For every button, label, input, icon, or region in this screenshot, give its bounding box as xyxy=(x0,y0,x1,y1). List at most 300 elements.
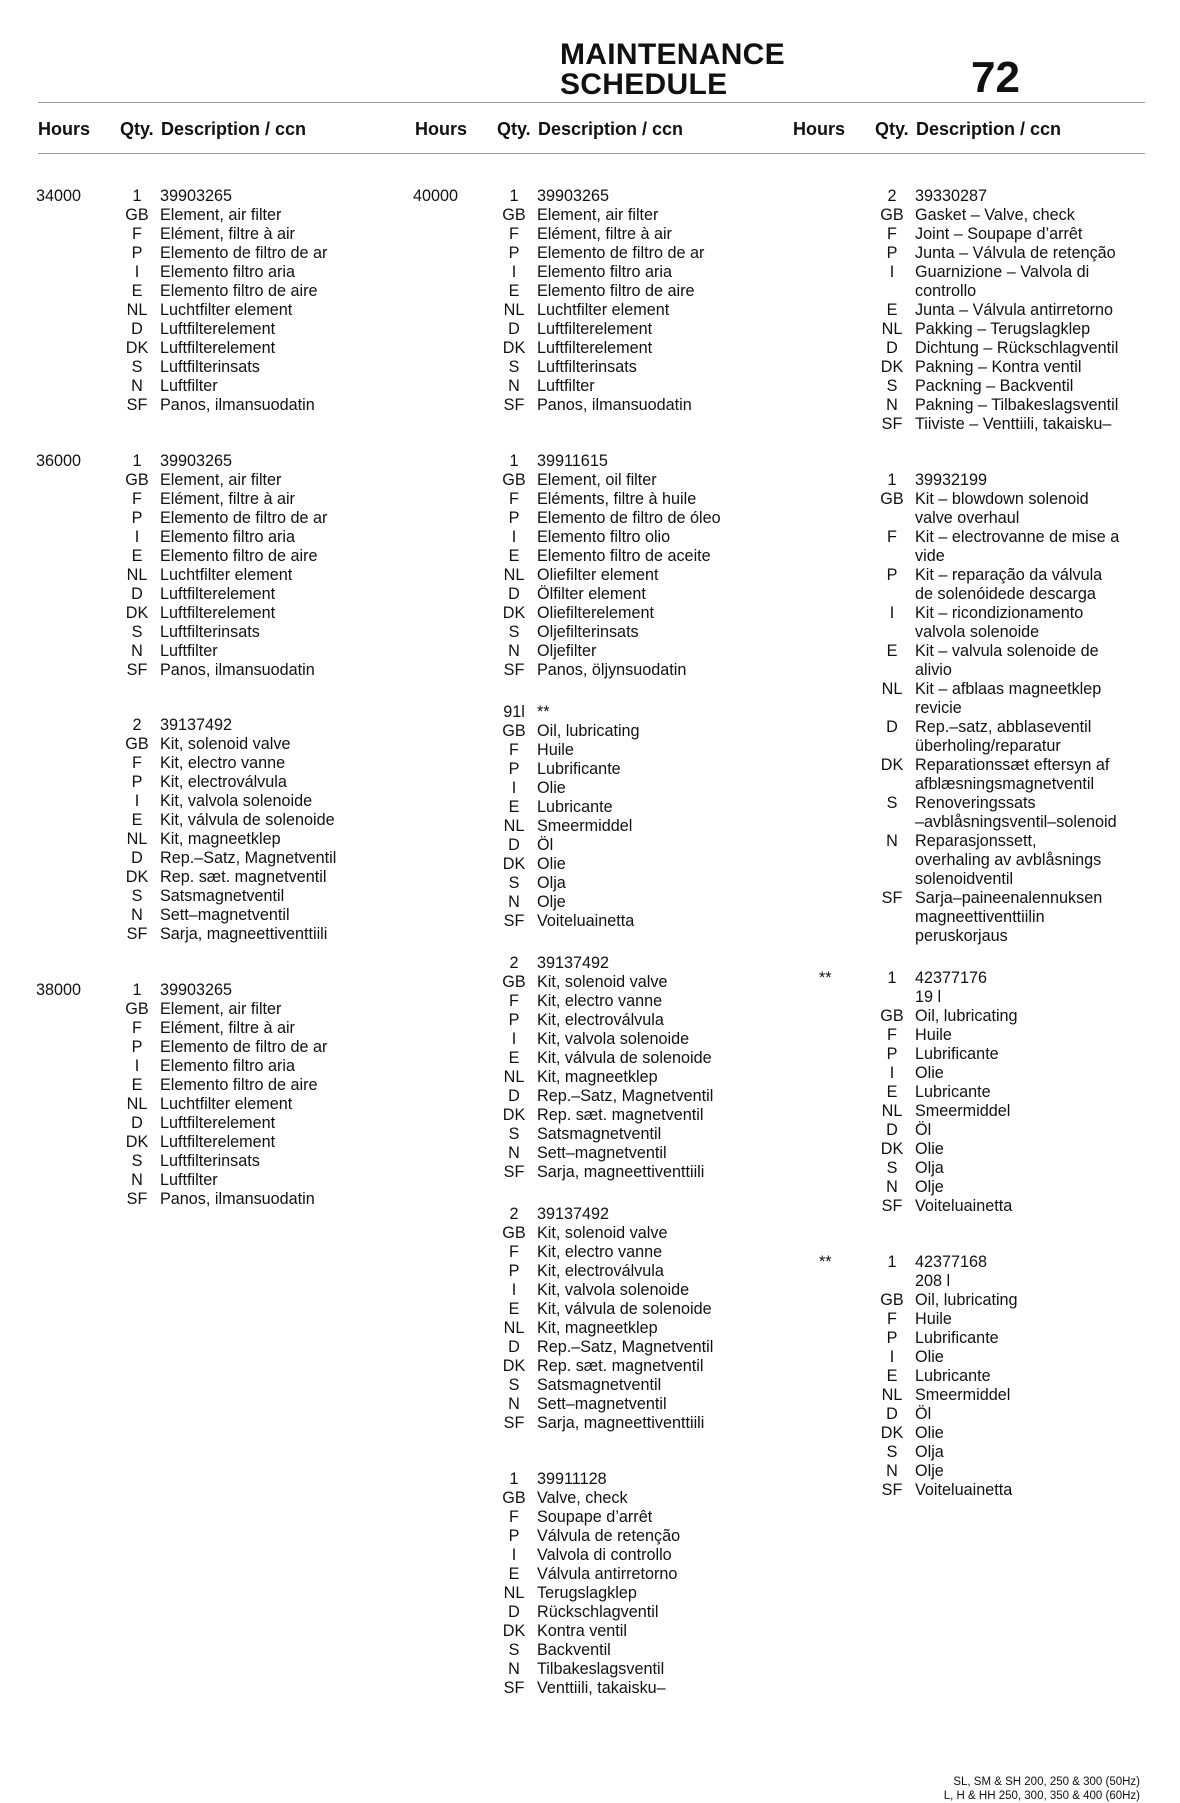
note-marker: ** xyxy=(819,969,832,987)
volume-value: 208 l xyxy=(915,1272,951,1290)
description-line xyxy=(869,225,1119,244)
description-text: Valve, check xyxy=(537,1489,628,1507)
description-line xyxy=(114,263,336,282)
language-code: N xyxy=(886,396,898,414)
language-code: E xyxy=(131,282,143,300)
description-text: Elemento de filtro de ar xyxy=(160,1038,328,1056)
language-code: GB xyxy=(880,490,904,508)
language-code xyxy=(869,585,915,604)
description-text: Öl xyxy=(537,836,554,854)
language-code: GB xyxy=(880,1007,904,1025)
language-code: N xyxy=(131,377,143,395)
description-line xyxy=(491,1641,721,1660)
description-line xyxy=(114,1190,336,1209)
language-code: SF xyxy=(126,1190,148,1208)
schedule-entry xyxy=(491,1205,721,1433)
description-text: Oliefilter element xyxy=(537,566,659,584)
description-text: Luftfilterelement xyxy=(160,1133,276,1151)
description-line xyxy=(491,874,721,893)
language-code: DK xyxy=(880,1140,904,1158)
description-line xyxy=(869,642,1119,661)
description-line xyxy=(491,339,721,358)
description-text: Satsmagnetventil xyxy=(537,1125,662,1143)
description-text: Element, air filter xyxy=(160,471,282,489)
description-line xyxy=(491,282,721,301)
description-line xyxy=(491,661,721,680)
language-code: P xyxy=(131,244,143,262)
language-code: P xyxy=(508,760,520,778)
language-code: D xyxy=(508,320,520,338)
language-code: DK xyxy=(880,756,904,774)
hours-value: 34000 xyxy=(36,187,82,205)
description-text: Kit – electrovanne de mise a xyxy=(915,528,1120,546)
language-code: F xyxy=(887,528,897,546)
part-number: ** xyxy=(537,703,550,721)
description-line xyxy=(869,547,1119,566)
language-code: D xyxy=(508,836,520,854)
language-code: I xyxy=(511,1281,517,1299)
description-line xyxy=(114,585,336,604)
language-code: E xyxy=(508,1049,520,1067)
description-text: Lubricante xyxy=(915,1083,991,1101)
language-code: I xyxy=(511,528,517,546)
column-3 xyxy=(819,187,1120,1500)
description-text: Sarja, magneettiventtiili xyxy=(537,1414,705,1432)
description-text: Olie xyxy=(915,1424,944,1442)
description-line xyxy=(869,604,1119,623)
description-text: Kit, solenoid valve xyxy=(537,973,668,991)
description-text: Element, air filter xyxy=(160,206,282,224)
description-line xyxy=(114,206,336,225)
description-line xyxy=(491,1224,721,1243)
description-text: alivio xyxy=(915,661,952,679)
language-code xyxy=(869,623,915,642)
description-text: Elemento filtro aria xyxy=(537,263,672,281)
description-text: Oljefilter xyxy=(537,642,597,660)
language-code: S xyxy=(886,794,898,812)
description-text: Valvola di controllo xyxy=(537,1546,672,1564)
description-text: Kit, magneetklep xyxy=(160,830,281,848)
description-line xyxy=(869,566,1119,585)
language-code: GB xyxy=(502,1489,526,1507)
part-number: 39137492 xyxy=(537,954,610,972)
description-text: –avblåsningsventil–solenoid xyxy=(915,813,1117,831)
description-text: Sarja, magneettiventtiili xyxy=(160,925,328,943)
description-line xyxy=(491,1376,721,1395)
description-text: Panos, ilmansuodatin xyxy=(160,396,315,414)
language-code: DK xyxy=(502,1622,526,1640)
description-text: Kit, valvola solenoide xyxy=(537,1030,690,1048)
description-line xyxy=(491,1489,721,1508)
description-line xyxy=(491,585,721,604)
description-text: Luchtfilter element xyxy=(160,1095,293,1113)
language-code: GB xyxy=(880,206,904,224)
description-line xyxy=(114,1076,336,1095)
language-code: F xyxy=(509,992,519,1010)
language-code: F xyxy=(509,490,519,508)
description-line xyxy=(491,396,721,415)
language-code: SF xyxy=(503,1679,525,1697)
language-code: GB xyxy=(125,206,149,224)
description-line xyxy=(114,735,336,754)
description-line xyxy=(491,320,721,339)
language-code: SF xyxy=(503,912,525,930)
language-code: E xyxy=(508,798,520,816)
hours-value: 38000 xyxy=(36,981,82,999)
language-code: DK xyxy=(125,868,149,886)
description-text: Luftfilterelement xyxy=(537,339,653,357)
description-line xyxy=(491,604,721,623)
language-code xyxy=(869,927,915,946)
description-line xyxy=(869,927,1119,946)
description-text: Panos, ilmansuodatin xyxy=(160,661,315,679)
description-line xyxy=(869,1291,1119,1310)
description-line xyxy=(869,206,1119,225)
description-text: Kit, magneetklep xyxy=(537,1068,658,1086)
description-line xyxy=(869,775,1119,794)
description-line xyxy=(869,699,1119,718)
description-line xyxy=(491,225,721,244)
description-text: Olie xyxy=(537,855,566,873)
description-text: Olie xyxy=(915,1140,944,1158)
part-number: 39330287 xyxy=(915,187,988,205)
description-text: valvola solenoide xyxy=(915,623,1040,641)
description-text: Backventil xyxy=(537,1641,611,1659)
description-line xyxy=(869,1405,1119,1424)
description-line xyxy=(114,661,336,680)
language-code xyxy=(869,775,915,794)
entry-header xyxy=(114,452,336,471)
description-line xyxy=(114,1114,336,1133)
description-line xyxy=(869,1424,1119,1443)
schedule-entry xyxy=(869,187,1119,434)
description-line xyxy=(114,1000,336,1019)
description-line xyxy=(869,756,1119,775)
language-code: D xyxy=(886,1405,898,1423)
description-line xyxy=(869,870,1119,889)
language-code: N xyxy=(131,906,143,924)
description-line xyxy=(869,358,1119,377)
description-line xyxy=(869,528,1119,547)
description-line xyxy=(114,377,336,396)
description-line xyxy=(114,849,336,868)
language-code: NL xyxy=(881,1386,903,1404)
description-line xyxy=(491,1603,721,1622)
description-text: Luftfilterelement xyxy=(160,1114,276,1132)
language-code: SF xyxy=(503,1414,525,1432)
language-code: D xyxy=(508,1087,520,1105)
language-code: DK xyxy=(125,1133,149,1151)
language-code: P xyxy=(131,1038,143,1056)
description-line xyxy=(491,973,721,992)
language-code: S xyxy=(886,1159,898,1177)
description-line xyxy=(869,1121,1119,1140)
entry-header xyxy=(869,471,1119,490)
schedule-entry xyxy=(491,1470,721,1698)
description-line xyxy=(491,1030,721,1049)
description-line xyxy=(491,301,721,320)
description-line xyxy=(869,263,1119,282)
description-line xyxy=(491,779,721,798)
description-text: Kit – blowdown solenoid xyxy=(915,490,1089,508)
language-code: SF xyxy=(126,396,148,414)
description-text: Packning – Backventil xyxy=(915,377,1074,395)
description-line xyxy=(114,396,336,415)
description-line xyxy=(114,320,336,339)
language-code: F xyxy=(887,225,897,243)
volume-line xyxy=(869,1272,1119,1291)
language-code: N xyxy=(131,1171,143,1189)
language-code: I xyxy=(134,1057,140,1075)
language-code: I xyxy=(889,1348,895,1366)
description-text: Luchtfilter element xyxy=(160,566,293,584)
description-text: Luftfilterinsats xyxy=(160,358,260,376)
description-line xyxy=(491,1660,721,1679)
top-rule xyxy=(38,102,1145,103)
description-line xyxy=(491,244,721,263)
language-code: I xyxy=(511,779,517,797)
language-code: F xyxy=(132,754,142,772)
description-line xyxy=(491,760,721,779)
description-text: controllo xyxy=(915,282,977,300)
language-code: I xyxy=(134,792,140,810)
description-text: Olie xyxy=(915,1348,944,1366)
language-code: NL xyxy=(503,301,525,319)
description-text: Voiteluainetta xyxy=(915,1481,1013,1499)
description-text: Kit, solenoid valve xyxy=(160,735,291,753)
description-text: Panos, ilmansuodatin xyxy=(160,1190,315,1208)
description-line xyxy=(491,263,721,282)
description-text: Kit, magneetklep xyxy=(537,1319,658,1337)
language-code: NL xyxy=(881,680,903,698)
language-code: I xyxy=(511,1546,517,1564)
language-code: E xyxy=(131,1076,143,1094)
description-line xyxy=(491,206,721,225)
description-line xyxy=(869,339,1119,358)
language-code: F xyxy=(132,490,142,508)
language-code: D xyxy=(131,585,143,603)
language-code: N xyxy=(508,1660,520,1678)
language-code: P xyxy=(508,1262,520,1280)
language-code: D xyxy=(886,339,898,357)
description-line xyxy=(114,1133,336,1152)
description-text: solenoidventil xyxy=(915,870,1014,888)
col2-desc-header: Description / ccn xyxy=(538,119,684,139)
description-text: Lubrificante xyxy=(915,1045,999,1063)
description-line xyxy=(114,547,336,566)
language-code: P xyxy=(131,509,143,527)
quantity-value: 2 xyxy=(509,1205,519,1223)
description-text: Terugslagklep xyxy=(537,1584,637,1602)
description-line xyxy=(114,887,336,906)
quantity-value: 1 xyxy=(132,452,142,470)
language-code: SF xyxy=(126,661,148,679)
entry-header xyxy=(114,981,336,1000)
description-line xyxy=(869,832,1119,851)
language-code: P xyxy=(508,244,520,262)
language-code: DK xyxy=(502,1357,526,1375)
description-line xyxy=(491,1243,721,1262)
column-2 xyxy=(413,187,721,1698)
language-code: NL xyxy=(126,830,148,848)
quantity-value: 2 xyxy=(887,187,897,205)
description-text: Luftfilterelement xyxy=(160,585,276,603)
language-code: DK xyxy=(880,358,904,376)
entry-header xyxy=(491,452,721,471)
schedule-entry xyxy=(819,969,1119,1216)
language-code: N xyxy=(886,1462,898,1480)
language-code: SF xyxy=(881,889,903,907)
description-text: Sarja–paineenalennuksen xyxy=(915,889,1103,907)
description-text: Oil, lubricating xyxy=(537,722,640,740)
language-code: D xyxy=(886,1121,898,1139)
entry-header xyxy=(491,703,721,722)
entry-header xyxy=(869,187,1119,206)
col1-hours-header: Hours xyxy=(38,119,91,139)
language-code: N xyxy=(886,832,898,850)
quantity-value: 1 xyxy=(132,981,142,999)
description-text: Luftfilterelement xyxy=(160,320,276,338)
description-line xyxy=(869,1083,1119,1102)
description-text: Sett–magnetventil xyxy=(537,1395,667,1413)
schedule-entry xyxy=(491,954,721,1182)
description-text: Oil, lubricating xyxy=(915,1291,1018,1309)
description-text: Panos, öljynsuodatin xyxy=(537,661,687,679)
description-text: Oil, lubricating xyxy=(915,1007,1018,1025)
description-text: Elemento filtro de aire xyxy=(160,282,318,300)
description-text: Kit, electro vanne xyxy=(160,754,286,772)
quantity-value: 1 xyxy=(887,1253,897,1271)
description-text: Eléments, filtre à huile xyxy=(537,490,697,508)
description-line xyxy=(491,992,721,1011)
description-line xyxy=(869,908,1119,927)
description-text: Pakning – Tilbakeslagsventil xyxy=(915,396,1119,414)
description-text: Elemento de filtro de óleo xyxy=(537,509,721,527)
language-code: NL xyxy=(503,817,525,835)
description-text: Panos, ilmansuodatin xyxy=(537,396,692,414)
description-text: Kit, valvola solenoide xyxy=(160,792,313,810)
schedule-entry xyxy=(491,452,721,680)
description-line xyxy=(491,1068,721,1087)
language-code: NL xyxy=(503,1319,525,1337)
description-line xyxy=(869,1462,1119,1481)
part-number: 39137492 xyxy=(160,716,233,734)
description-text: Guarnizione – Valvola di xyxy=(915,263,1090,281)
description-line xyxy=(114,1019,336,1038)
col1-desc-header: Description / ccn xyxy=(161,119,307,139)
language-code xyxy=(869,737,915,756)
language-code: F xyxy=(509,1508,519,1526)
language-code: GB xyxy=(125,1000,149,1018)
description-line xyxy=(869,1310,1119,1329)
description-line xyxy=(491,836,721,855)
description-line xyxy=(491,855,721,874)
description-line xyxy=(491,490,721,509)
language-code: D xyxy=(508,1603,520,1621)
description-text: Kit – afblaas magneetklep xyxy=(915,680,1102,698)
schedule-entry xyxy=(114,716,336,944)
description-text: Luftfilter xyxy=(160,642,218,660)
description-line xyxy=(491,817,721,836)
description-text: Luftfilterelement xyxy=(537,320,653,338)
description-line xyxy=(491,1679,721,1698)
description-text: Luftfilterinsats xyxy=(160,1152,260,1170)
description-text: Element, air filter xyxy=(537,206,659,224)
language-code: N xyxy=(508,642,520,660)
description-line xyxy=(491,377,721,396)
description-text: peruskorjaus xyxy=(915,927,1008,945)
language-code: P xyxy=(508,1527,520,1545)
language-code xyxy=(869,908,915,927)
language-code: I xyxy=(511,263,517,281)
language-code xyxy=(869,699,915,718)
language-code: DK xyxy=(502,604,526,622)
language-code: I xyxy=(889,263,895,281)
description-line xyxy=(114,925,336,944)
description-text: Kit – valvula solenoide de xyxy=(915,642,1099,660)
language-code: SF xyxy=(881,415,903,433)
language-code: P xyxy=(886,566,898,584)
description-text: Olje xyxy=(537,893,566,911)
description-text: Pakking – Terugslagklep xyxy=(915,320,1091,338)
description-text: Elemento filtro de aire xyxy=(537,282,695,300)
description-line xyxy=(869,1102,1119,1121)
language-code: N xyxy=(508,893,520,911)
description-text: Smeermiddel xyxy=(915,1102,1011,1120)
language-code: E xyxy=(131,811,143,829)
description-line xyxy=(491,1106,721,1125)
language-code: S xyxy=(131,623,143,641)
language-code: E xyxy=(508,547,520,565)
description-text: Olje xyxy=(915,1462,944,1480)
language-code: NL xyxy=(881,1102,903,1120)
language-code: F xyxy=(132,225,142,243)
description-line xyxy=(491,471,721,490)
description-text: Rep. sæt. magnetventil xyxy=(537,1106,704,1124)
language-code: S xyxy=(508,1376,520,1394)
description-line xyxy=(491,1508,721,1527)
hours-value: 40000 xyxy=(413,187,459,205)
part-number: 42377176 xyxy=(915,969,988,987)
language-code xyxy=(869,547,915,566)
language-code: I xyxy=(134,263,140,281)
description-text: Elemento de filtro de ar xyxy=(160,509,328,527)
description-text: Luftfilterelement xyxy=(160,604,276,622)
language-code: S xyxy=(508,623,520,641)
description-line xyxy=(114,225,336,244)
language-code: SF xyxy=(126,925,148,943)
description-text: Junta – Válvula antirretorno xyxy=(915,301,1113,319)
language-code: GB xyxy=(880,1291,904,1309)
language-code: E xyxy=(886,642,898,660)
description-line xyxy=(491,566,721,585)
description-line xyxy=(869,490,1119,509)
language-code: S xyxy=(508,1125,520,1143)
description-text: Rückschlagventil xyxy=(537,1603,659,1621)
description-line xyxy=(491,1125,721,1144)
language-code-blank xyxy=(869,1272,915,1291)
description-line xyxy=(491,1414,721,1433)
language-code: N xyxy=(508,1395,520,1413)
description-line xyxy=(491,1011,721,1030)
description-line xyxy=(114,244,336,263)
language-code: I xyxy=(889,604,895,622)
description-line xyxy=(869,1348,1119,1367)
language-code: SF xyxy=(881,1197,903,1215)
entry-header xyxy=(491,1470,721,1489)
description-text: überholing/reparatur xyxy=(915,737,1061,755)
description-text: Luftfilterinsats xyxy=(160,623,260,641)
